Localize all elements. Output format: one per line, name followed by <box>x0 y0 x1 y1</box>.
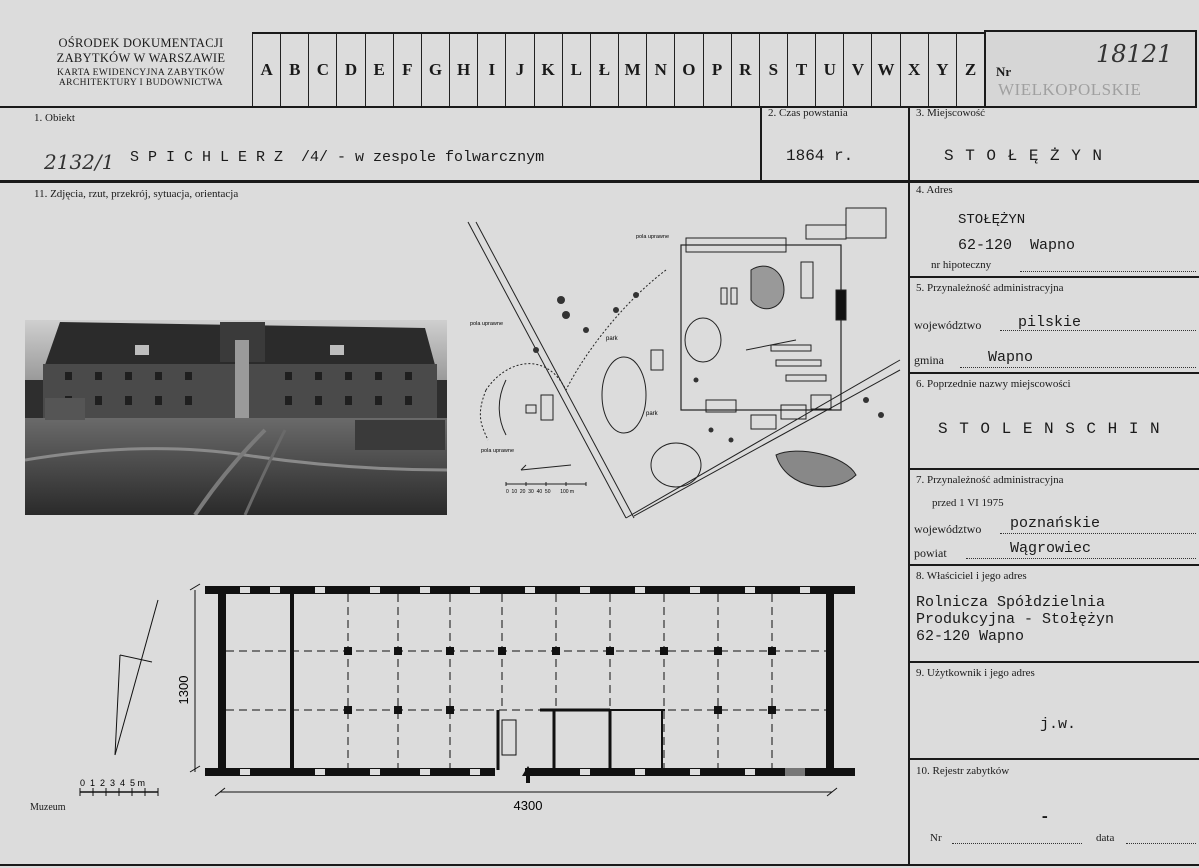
index-letter: R <box>731 34 759 106</box>
bottom-rule <box>0 864 1199 866</box>
field10-data-line <box>1126 843 1196 844</box>
divider-3 <box>908 106 910 866</box>
field7-before-label: przed 1 VI 1975 <box>932 497 1004 509</box>
plan-scale-label: 0 1 2 3 4 5 m <box>80 778 146 788</box>
field7-label: 7. Przynależność administracyjna <box>916 474 1064 486</box>
index-letter: M <box>618 34 646 106</box>
index-letter: S <box>759 34 787 106</box>
index-letter: N <box>646 34 674 106</box>
floor-plan-drawing <box>70 570 880 820</box>
photo-image <box>25 320 447 515</box>
rule-8 <box>908 661 1199 663</box>
institution-line1: OŚRODEK DOKUMENTACJI <box>58 36 224 50</box>
field6-value: S T O L E N S C H I N <box>938 420 1161 438</box>
plan-dim-vertical: 1300 <box>176 675 191 705</box>
nr-box <box>984 30 1197 108</box>
field7-wojewodztwo-label: województwo <box>914 522 982 536</box>
index-letter: A <box>252 34 280 106</box>
field3-label: 3. Miejscowość <box>916 107 986 119</box>
map-label-fields-top: pola uprawne <box>636 234 670 240</box>
granary-photo <box>25 320 447 515</box>
field10-nr-line <box>952 843 1082 844</box>
field7-wojewodztwo-line <box>1000 533 1196 534</box>
plan-dim-horizontal: 4300 <box>513 798 543 813</box>
field5-label: 5. Przynależność administracyjna <box>916 282 1064 294</box>
field9-label: 9. Użytkownik i jego adres <box>916 667 1035 679</box>
nr-handwritten: 18121 <box>1096 40 1173 68</box>
field8-line3: 62-120 Wapno <box>916 628 1025 645</box>
site-map <box>466 200 902 520</box>
institution-block <box>30 36 252 88</box>
field5-gmina-line <box>960 367 1196 368</box>
index-letter: O <box>674 34 702 106</box>
field4-hipoteczny-line <box>1020 271 1196 272</box>
index-letter: B <box>280 34 308 106</box>
field7-wojewodztwo-value: poznańskie <box>1010 515 1101 532</box>
index-letter: F <box>393 34 421 106</box>
field5-wojewodztwo-label: województwo <box>914 318 982 332</box>
map-label-fields-bottom: pola uprawne <box>481 448 515 454</box>
map-label-park-2: park <box>646 411 658 417</box>
index-letter: W <box>871 34 899 106</box>
index-letter: H <box>449 34 477 106</box>
field6-label: 6. Poprzednie nazwy miejscowości <box>916 378 1071 390</box>
index-letter: Ł <box>590 34 618 106</box>
field5-wojewodztwo-line <box>1000 330 1196 331</box>
field11-label: 11. Zdjęcia, rzut, przekrój, sytuacja, orientacja <box>34 188 239 200</box>
divider-2 <box>760 106 762 181</box>
index-letter: L <box>562 34 590 106</box>
site-map-drawing <box>466 200 902 520</box>
field3-value: S T O Ł Ę Ż Y N <box>944 147 1104 165</box>
nr-label: Nr <box>996 64 1012 79</box>
rule-6 <box>908 468 1199 470</box>
map-label-fields-left: pola uprawne <box>470 321 504 327</box>
alphabet-index <box>252 34 984 106</box>
field10-data-label: data <box>1096 832 1115 844</box>
index-letter: D <box>336 34 364 106</box>
region-stamp: WIELKOPOLSKIE <box>998 80 1142 99</box>
field8-line1: Rolnicza Spółdzielnia <box>916 594 1106 611</box>
field2-value: 1864 r. <box>786 147 854 165</box>
field10-value: - <box>1040 808 1050 826</box>
field5-gmina-value: Wapno <box>988 349 1034 366</box>
index-letter: C <box>308 34 336 106</box>
index-letter: P <box>703 34 731 106</box>
index-letter: Z <box>956 34 984 106</box>
map-scale-label: 0 10 20 30 40 50 100 m <box>506 489 575 495</box>
row1-rule <box>0 180 1199 183</box>
field10-label: 10. Rejestr zabytków <box>916 765 1010 777</box>
field7-powiat-value: Wągrowiec <box>1010 540 1092 557</box>
field1-label: 1. Obiekt <box>34 112 75 124</box>
museum-label: Muzeum <box>30 802 66 813</box>
index-letter: I <box>477 34 505 106</box>
field4-line1: STOŁĘŻYN <box>958 212 1026 228</box>
field8-label: 8. Właściciel i jego adres <box>916 570 1027 582</box>
index-letter: K <box>534 34 562 106</box>
rule-5 <box>908 372 1199 374</box>
card-type-line1: KARTA EWIDENCYJNA ZABYTKÓW <box>57 68 225 78</box>
index-letter: X <box>900 34 928 106</box>
field2-label: 2. Czas powstania <box>768 107 848 119</box>
field5-gmina-label: gmina <box>914 353 944 367</box>
field7-powiat-line <box>966 558 1196 559</box>
index-letter: U <box>815 34 843 106</box>
index-letter: J <box>505 34 533 106</box>
field1-handwritten-id: 2132/1 <box>44 150 115 174</box>
rule-4 <box>908 276 1199 278</box>
field1-value: S P I C H L E R Z /4/ - w zespole folwarcznym <box>130 149 545 166</box>
institution-line2: ZABYTKÓW W WARSZAWIE <box>56 51 226 65</box>
index-letter: G <box>421 34 449 106</box>
field10-nr-label: Nr <box>930 832 942 844</box>
field7-powiat-label: powiat <box>914 546 947 560</box>
index-letter: Y <box>928 34 956 106</box>
field8-line2: Produkcyjna - Stołężyn <box>916 611 1115 628</box>
index-letter: T <box>787 34 815 106</box>
rule-9 <box>908 758 1199 760</box>
field4-line2: 62-120 Wapno <box>958 237 1076 254</box>
index-letter: V <box>843 34 871 106</box>
field5-wojewodztwo-value: pilskie <box>1018 314 1082 331</box>
map-label-park: park <box>606 336 618 342</box>
top-rule <box>252 32 984 34</box>
card-type-line2: ARCHITEKTURY I BUDOWNICTWA <box>58 78 224 88</box>
floor-plan <box>70 570 880 820</box>
field4-label: 4. Adres <box>916 184 953 196</box>
field4-hipoteczny-label: nr hipoteczny <box>931 259 992 271</box>
rule-7 <box>908 564 1199 566</box>
index-letter: E <box>365 34 393 106</box>
field9-value: j.w. <box>1040 716 1077 733</box>
